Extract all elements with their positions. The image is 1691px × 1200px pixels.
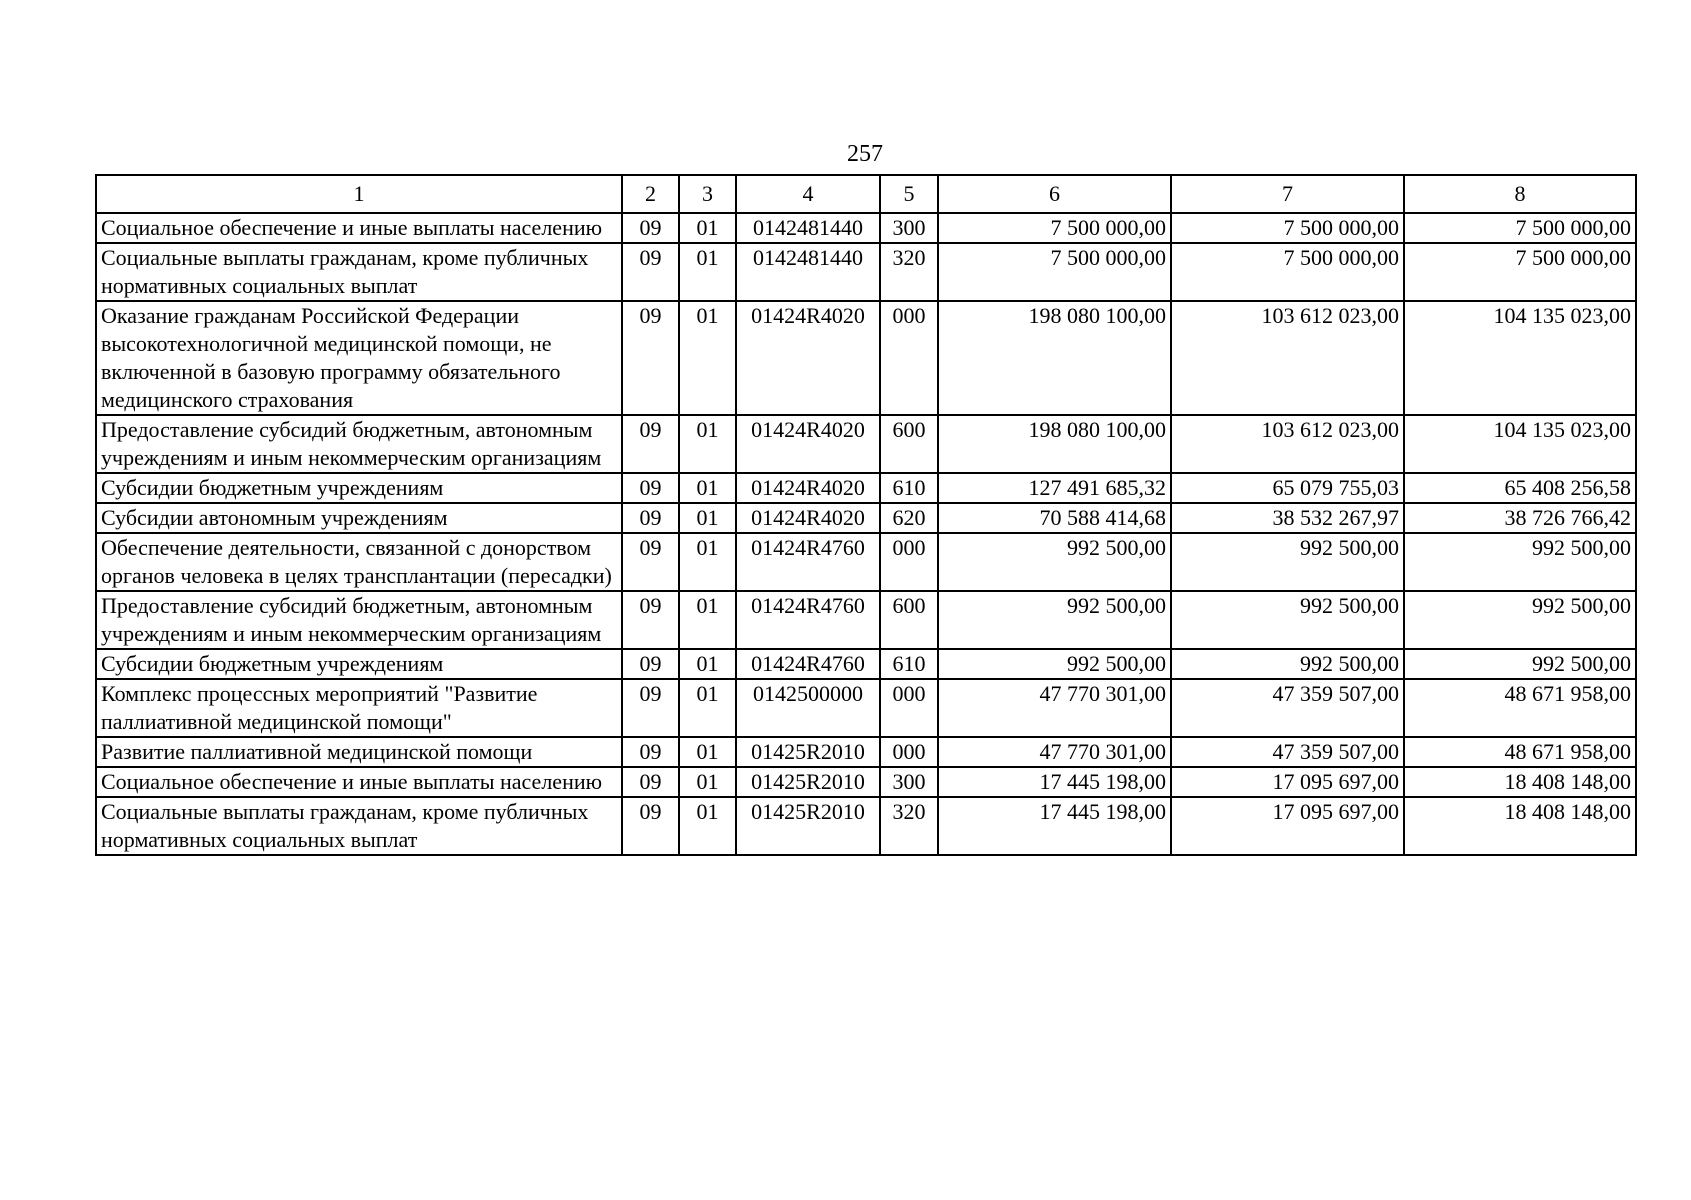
amount-col6-cell: 7 500 000,00 <box>938 213 1171 243</box>
target-article-cell: 01425R2010 <box>736 767 880 797</box>
table-body <box>96 213 1636 855</box>
column-header: 8 <box>1404 175 1636 213</box>
table-row <box>96 767 1636 797</box>
target-article-cell: 01424R4020 <box>736 503 880 533</box>
amount-col7-cell: 38 532 267,97 <box>1171 503 1404 533</box>
target-article-cell: 01425R2010 <box>736 797 880 855</box>
table-row <box>96 797 1636 855</box>
table-row <box>96 473 1636 503</box>
amount-col7-cell: 992 500,00 <box>1171 533 1404 591</box>
section-code-cell: 09 <box>622 503 679 533</box>
amount-col6-cell: 47 770 301,00 <box>938 679 1171 737</box>
expense-type-cell: 000 <box>880 533 938 591</box>
amount-col6-cell: 992 500,00 <box>938 649 1171 679</box>
target-article-cell: 01425R2010 <box>736 737 880 767</box>
amount-col6-cell: 198 080 100,00 <box>938 301 1171 415</box>
amount-col7-cell: 992 500,00 <box>1171 591 1404 649</box>
expense-type-cell: 620 <box>880 503 938 533</box>
row-name-cell: Субсидии бюджетным учреждениям <box>96 473 622 503</box>
amount-col7-cell: 7 500 000,00 <box>1171 213 1404 243</box>
table-row <box>96 243 1636 301</box>
amount-col6-cell: 70 588 414,68 <box>938 503 1171 533</box>
table-row <box>96 503 1636 533</box>
target-article-cell: 0142481440 <box>736 213 880 243</box>
expense-type-cell: 300 <box>880 767 938 797</box>
subsection-code-cell: 01 <box>679 767 736 797</box>
expense-type-cell: 320 <box>880 797 938 855</box>
column-header: 1 <box>96 175 622 213</box>
amount-col7-cell: 47 359 507,00 <box>1171 679 1404 737</box>
subsection-code-cell: 01 <box>679 473 736 503</box>
row-name-cell: Социальные выплаты гражданам, кроме публичных нормативных социальных выплат <box>96 797 622 855</box>
subsection-code-cell: 01 <box>679 797 736 855</box>
target-article-cell: 0142500000 <box>736 679 880 737</box>
target-article-cell: 01424R4020 <box>736 415 880 473</box>
row-name-cell: Развитие паллиативной медицинской помощи <box>96 737 622 767</box>
table-row <box>96 649 1636 679</box>
row-name-cell: Комплекс процессных мероприятий "Развитие паллиативной медицинской помощи" <box>96 679 622 737</box>
column-header: 5 <box>880 175 938 213</box>
section-code-cell: 09 <box>622 767 679 797</box>
column-header: 6 <box>938 175 1171 213</box>
row-name-cell: Обеспечение деятельности, связанной с донорством органов человека в целях трансплантации (пересадки) <box>96 533 622 591</box>
table-row <box>96 591 1636 649</box>
amount-col8-cell: 48 671 958,00 <box>1404 679 1636 737</box>
expense-type-cell: 000 <box>880 679 938 737</box>
table-row <box>96 679 1636 737</box>
section-code-cell: 09 <box>622 213 679 243</box>
amount-col8-cell: 48 671 958,00 <box>1404 737 1636 767</box>
amount-col7-cell: 103 612 023,00 <box>1171 415 1404 473</box>
row-name-cell: Оказание гражданам Российской Федерации высокотехнологичной медицинской помощи, не включенной в базовую программу обязательного медицинского страхования <box>96 301 622 415</box>
table-row <box>96 213 1636 243</box>
amount-col6-cell: 992 500,00 <box>938 591 1171 649</box>
amount-col8-cell: 7 500 000,00 <box>1404 243 1636 301</box>
section-code-cell: 09 <box>622 737 679 767</box>
section-code-cell: 09 <box>622 591 679 649</box>
subsection-code-cell: 01 <box>679 679 736 737</box>
subsection-code-cell: 01 <box>679 503 736 533</box>
expense-type-cell: 000 <box>880 737 938 767</box>
amount-col8-cell: 992 500,00 <box>1404 591 1636 649</box>
row-name-cell: Предоставление субсидий бюджетным, автономным учреждениям и иным некоммерческим организациям <box>96 415 622 473</box>
row-name-cell: Предоставление субсидий бюджетным, автономным учреждениям и иным некоммерческим организациям <box>96 591 622 649</box>
amount-col7-cell: 17 095 697,00 <box>1171 797 1404 855</box>
subsection-code-cell: 01 <box>679 533 736 591</box>
subsection-code-cell: 01 <box>679 243 736 301</box>
amount-col6-cell: 127 491 685,32 <box>938 473 1171 503</box>
section-code-cell: 09 <box>622 797 679 855</box>
column-header: 2 <box>622 175 679 213</box>
amount-col6-cell: 17 445 198,00 <box>938 797 1171 855</box>
amount-col8-cell: 992 500,00 <box>1404 649 1636 679</box>
target-article-cell: 01424R4760 <box>736 533 880 591</box>
expense-type-cell: 610 <box>880 473 938 503</box>
amount-col6-cell: 198 080 100,00 <box>938 415 1171 473</box>
subsection-code-cell: 01 <box>679 591 736 649</box>
amount-col8-cell: 992 500,00 <box>1404 533 1636 591</box>
amount-col7-cell: 992 500,00 <box>1171 649 1404 679</box>
amount-col8-cell: 38 726 766,42 <box>1404 503 1636 533</box>
amount-col8-cell: 18 408 148,00 <box>1404 797 1636 855</box>
amount-col7-cell: 47 359 507,00 <box>1171 737 1404 767</box>
section-code-cell: 09 <box>622 649 679 679</box>
target-article-cell: 01424R4020 <box>736 473 880 503</box>
section-code-cell: 09 <box>622 415 679 473</box>
row-name-cell: Социальные выплаты гражданам, кроме публичных нормативных социальных выплат <box>96 243 622 301</box>
column-header: 7 <box>1171 175 1404 213</box>
amount-col8-cell: 18 408 148,00 <box>1404 767 1636 797</box>
amount-col7-cell: 7 500 000,00 <box>1171 243 1404 301</box>
subsection-code-cell: 01 <box>679 301 736 415</box>
row-name-cell: Субсидии бюджетным учреждениям <box>96 649 622 679</box>
expense-type-cell: 300 <box>880 213 938 243</box>
section-code-cell: 09 <box>622 243 679 301</box>
expense-type-cell: 000 <box>880 301 938 415</box>
budget-table <box>95 174 1637 856</box>
amount-col8-cell: 104 135 023,00 <box>1404 301 1636 415</box>
table-row <box>96 737 1636 767</box>
target-article-cell: 0142481440 <box>736 243 880 301</box>
table-row <box>96 301 1636 415</box>
section-code-cell: 09 <box>622 533 679 591</box>
subsection-code-cell: 01 <box>679 737 736 767</box>
table-row <box>96 533 1636 591</box>
subsection-code-cell: 01 <box>679 415 736 473</box>
amount-col8-cell: 65 408 256,58 <box>1404 473 1636 503</box>
expense-type-cell: 320 <box>880 243 938 301</box>
section-code-cell: 09 <box>622 679 679 737</box>
column-header: 3 <box>679 175 736 213</box>
expense-type-cell: 610 <box>880 649 938 679</box>
expense-type-cell: 600 <box>880 415 938 473</box>
amount-col6-cell: 992 500,00 <box>938 533 1171 591</box>
header-row <box>96 175 1636 213</box>
expense-type-cell: 600 <box>880 591 938 649</box>
row-name-cell: Субсидии автономным учреждениям <box>96 503 622 533</box>
amount-col8-cell: 104 135 023,00 <box>1404 415 1636 473</box>
column-header: 4 <box>736 175 880 213</box>
amount-col7-cell: 103 612 023,00 <box>1171 301 1404 415</box>
row-name-cell: Социальное обеспечение и иные выплаты населению <box>96 213 622 243</box>
target-article-cell: 01424R4760 <box>736 591 880 649</box>
amount-col6-cell: 47 770 301,00 <box>938 737 1171 767</box>
amount-col7-cell: 17 095 697,00 <box>1171 767 1404 797</box>
subsection-code-cell: 01 <box>679 649 736 679</box>
section-code-cell: 09 <box>622 301 679 415</box>
amount-col7-cell: 65 079 755,03 <box>1171 473 1404 503</box>
amount-col6-cell: 17 445 198,00 <box>938 767 1171 797</box>
target-article-cell: 01424R4020 <box>736 301 880 415</box>
table-row <box>96 415 1636 473</box>
subsection-code-cell: 01 <box>679 213 736 243</box>
page-number: 257 <box>847 141 883 167</box>
amount-col8-cell: 7 500 000,00 <box>1404 213 1636 243</box>
section-code-cell: 09 <box>622 473 679 503</box>
target-article-cell: 01424R4760 <box>736 649 880 679</box>
amount-col6-cell: 7 500 000,00 <box>938 243 1171 301</box>
row-name-cell: Социальное обеспечение и иные выплаты населению <box>96 767 622 797</box>
